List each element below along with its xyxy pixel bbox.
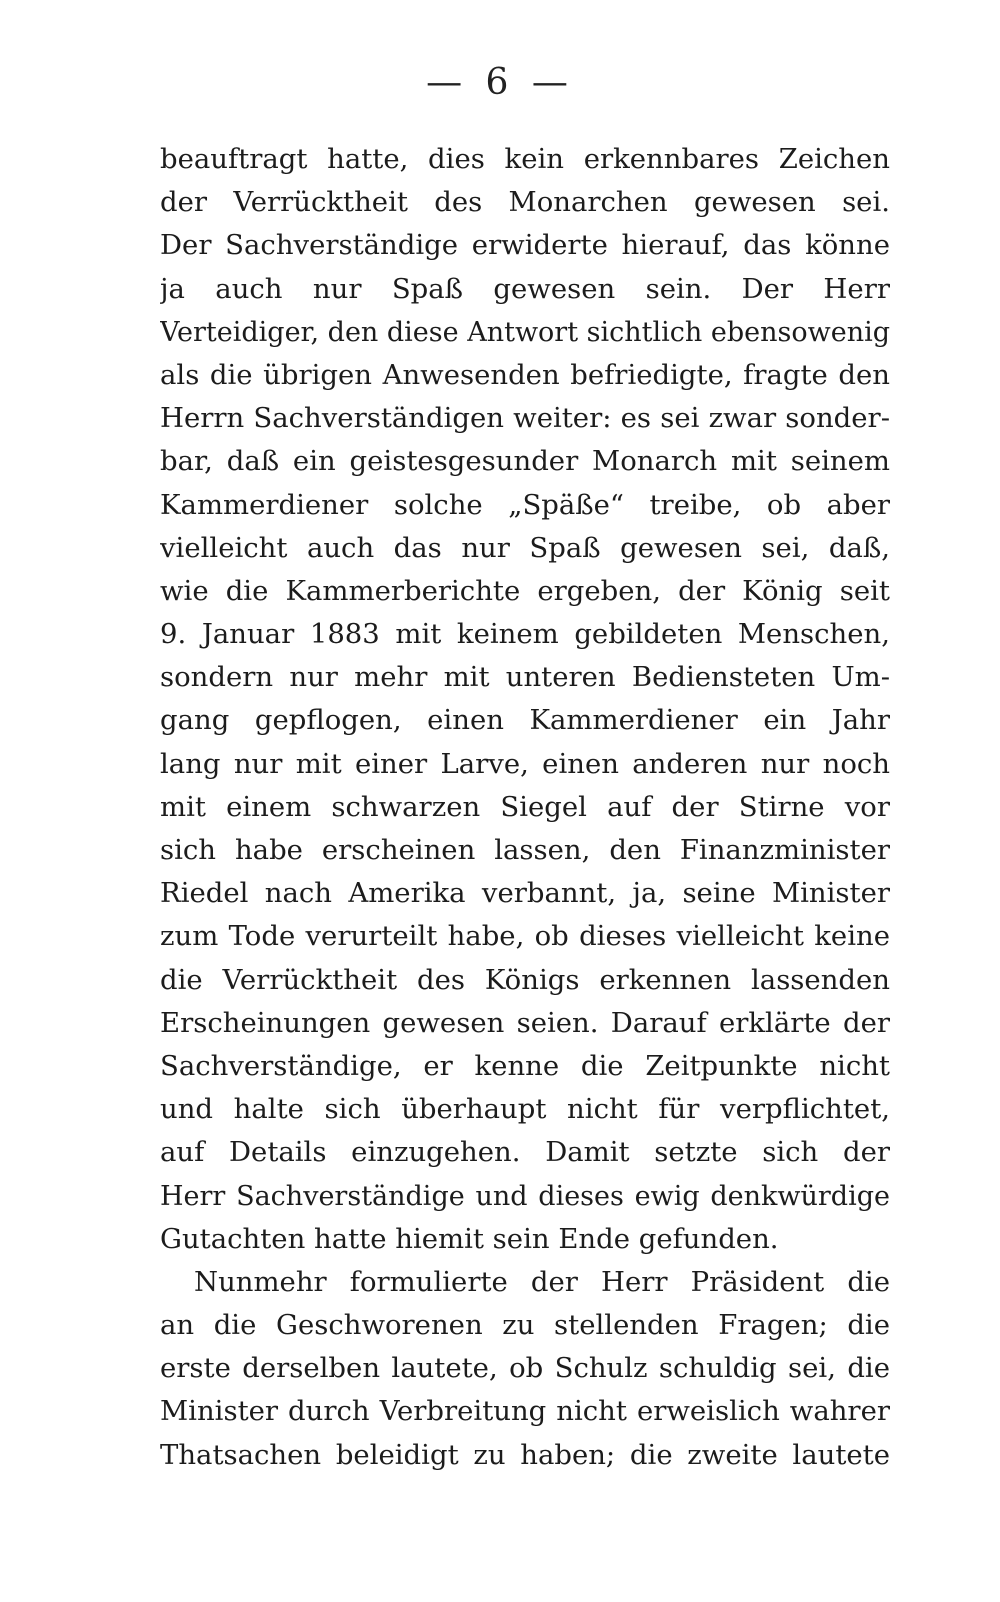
text-line: Herr Sachverständige und dieses ewig denkwürdige <box>160 1180 890 1212</box>
text-line: als die übrigen Anwesenden befriedigte, fragte den <box>160 358 890 391</box>
text-line: und halte sich überhaupt nicht für verpflichtet, <box>160 1093 890 1126</box>
text-line: lang nur mit einer Larve, einen anderen nur noch <box>160 747 890 780</box>
text-line: zum Tode verurteilt habe, ob dieses vielleicht keine <box>160 920 890 953</box>
text-line: Sachverständige, er kenne die Zeitpunkte nicht <box>160 1049 890 1082</box>
text-line: Verteidiger, den diese Antwort sichtlich ebensowenig <box>160 316 890 348</box>
body-text <box>160 138 890 1477</box>
text-line: Kammerdiener solche „Späße“ treibe, ob aber <box>160 488 890 521</box>
text-line: auf Details einzugehen. Damit setzte sich der <box>160 1136 890 1169</box>
text-line: 9. Januar 1883 mit keinem gebildeten Menschen, <box>160 618 890 651</box>
text-line: an die Geschworenen zu stellenden Fragen; die <box>160 1309 890 1342</box>
text-line: vielleicht auch das nur Spaß gewesen sei, daß, <box>160 531 890 564</box>
text-line: ja auch nur Spaß gewesen sein. Der Herr <box>160 272 890 305</box>
text-line: Herrn Sachverständigen weiter: es sei zwar sonder- <box>160 402 890 435</box>
text-line: die Verrücktheit des Königs erkennen lassenden <box>160 963 890 996</box>
text-line: Minister durch Verbreitung nicht erweislich wahrer <box>160 1395 890 1428</box>
text-line: Thatsachen beleidigt zu haben; die zweite lautete <box>160 1438 890 1471</box>
text-line: wie die Kammerberichte ergeben, der König seit <box>160 574 890 607</box>
text-line: Gutachten hatte hiemit sein Ende gefunden. <box>160 1222 779 1255</box>
text-line: Der Sachverständige erwiderte hierauf, das könne <box>160 229 890 262</box>
text-line: erste derselben lautete, ob Schulz schuldig sei, die <box>160 1352 890 1385</box>
text-line: beauftragt hatte, dies kein erkennbares Zeichen <box>160 143 890 175</box>
text-line: Riedel nach Amerika verbannt, ja, seine Minister <box>160 877 890 910</box>
text-line: sondern nur mehr mit unteren Bediensteten Um- <box>160 661 890 694</box>
text-line: bar, daß ein geistesgesunder Monarch mit seinem <box>160 445 890 478</box>
text-line: gang gepflogen, einen Kammerdiener ein Jahr <box>160 704 890 737</box>
text-line: mit einem schwarzen Siegel auf der Stirne vor <box>160 790 890 823</box>
text-line: Erscheinungen gewesen seien. Darauf erklärte der <box>160 1006 890 1039</box>
text-line: sich habe erscheinen lassen, den Finanzminister <box>160 834 890 866</box>
text-line: Nunmehr formulierte der Herr Präsident die <box>194 1265 890 1298</box>
page-number: — 6 — <box>426 62 574 103</box>
text-line: der Verrücktheit des Monarchen gewesen sei. <box>160 186 890 219</box>
